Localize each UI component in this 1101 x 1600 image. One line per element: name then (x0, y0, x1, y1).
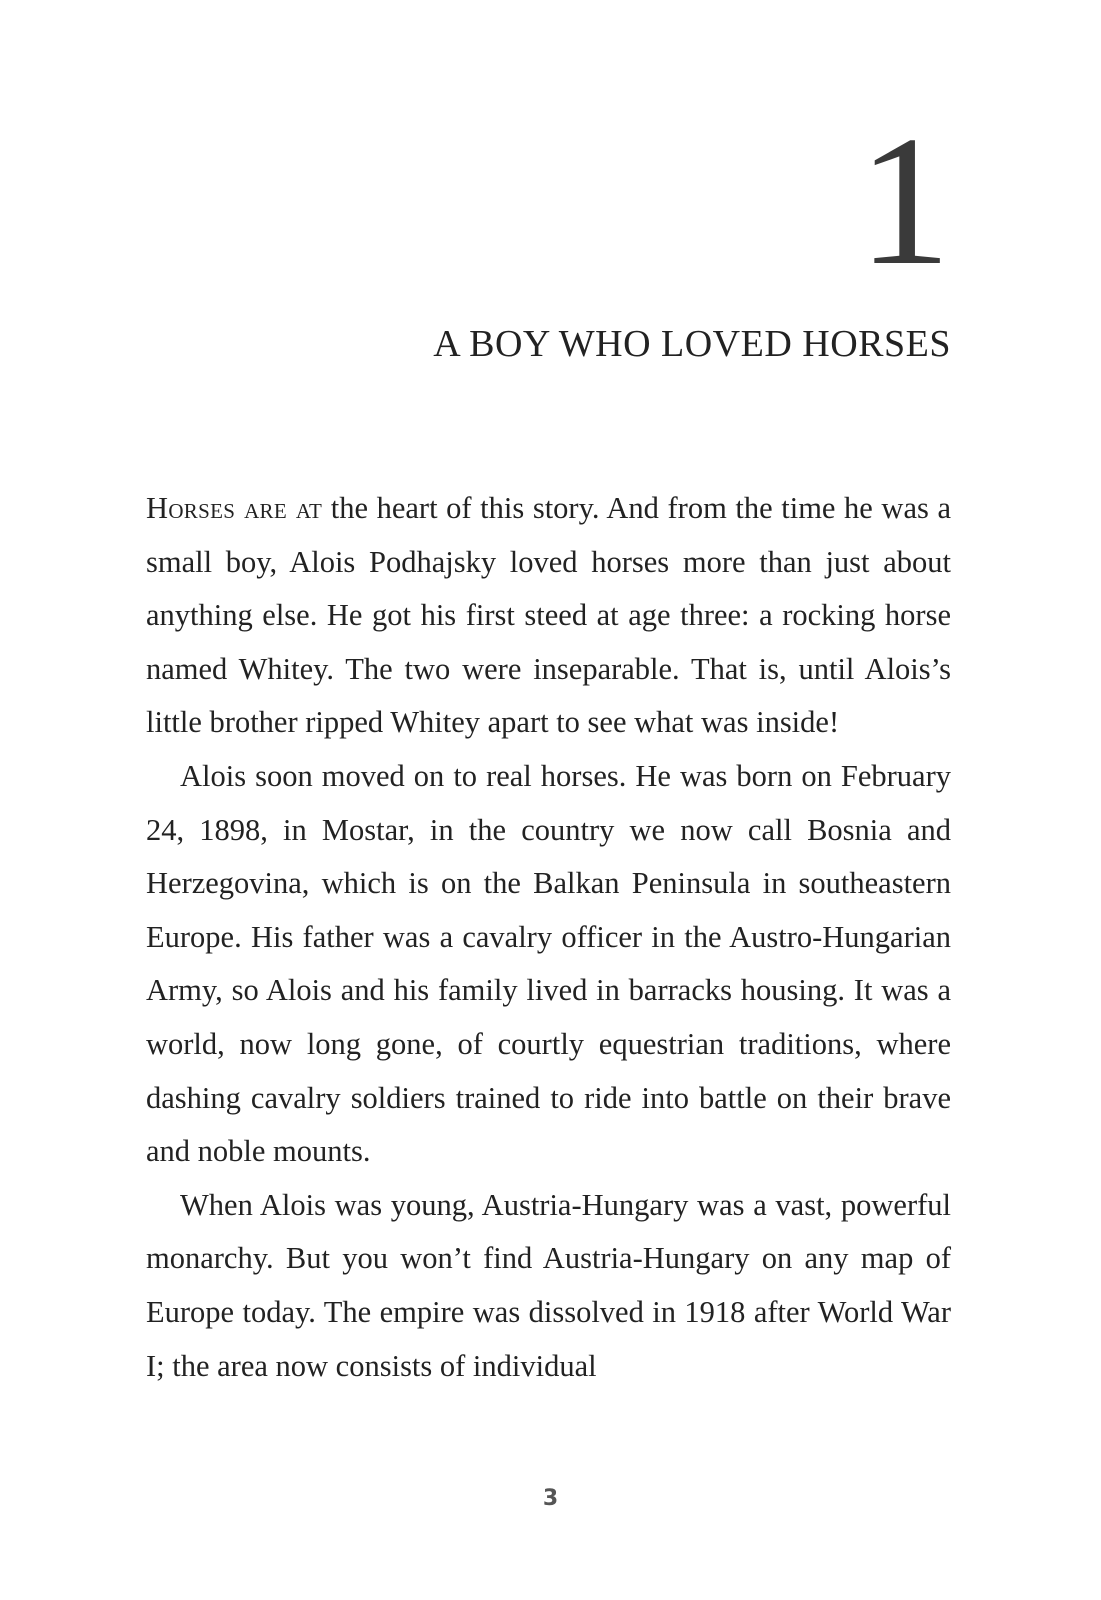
paragraph-3: When Alois was young, Austria-Hungary was a vast, powerful monarchy. But you won’t find Austria-Hungary on any map of Europe today. The empire was dissolved in 1918 after World War I; the area now consists of individual (146, 1187, 951, 1383)
page-number: 3 (542, 1486, 559, 1511)
paragraph-2: Alois soon moved on to real horses. He was born on February 24, 1898, in Mostar, in the country we now call Bosnia and Herzegovina, which is on the Balkan Peninsula in southeastern Europe. His father was a cavalry officer in the Austro-Hungarian Army, so Alois and his family lived in barracks housing. It was a world, now long gone, of courtly equestrian traditions, where dashing cavalry soldiers trained to ride into battle on their brave and noble mounts. (146, 758, 951, 1169)
paragraph-1 (146, 482, 951, 750)
paragraph-lead-in: Horses are at (146, 491, 323, 525)
paragraph-1-text: the heart of this story. And from the time he was a small boy, Alois Podhajsky loved horses more than just about anything else. He got his first steed at age three: a rocking horse named Whitey. The two were inseparable. That is, until Alois’s little brother ripped Whitey apart to see what was inside! (146, 491, 952, 740)
chapter-number: 1 (858, 98, 951, 304)
chapter-title: A BOY WHO LOVED HORSES (433, 323, 951, 365)
body-text (146, 482, 951, 1393)
